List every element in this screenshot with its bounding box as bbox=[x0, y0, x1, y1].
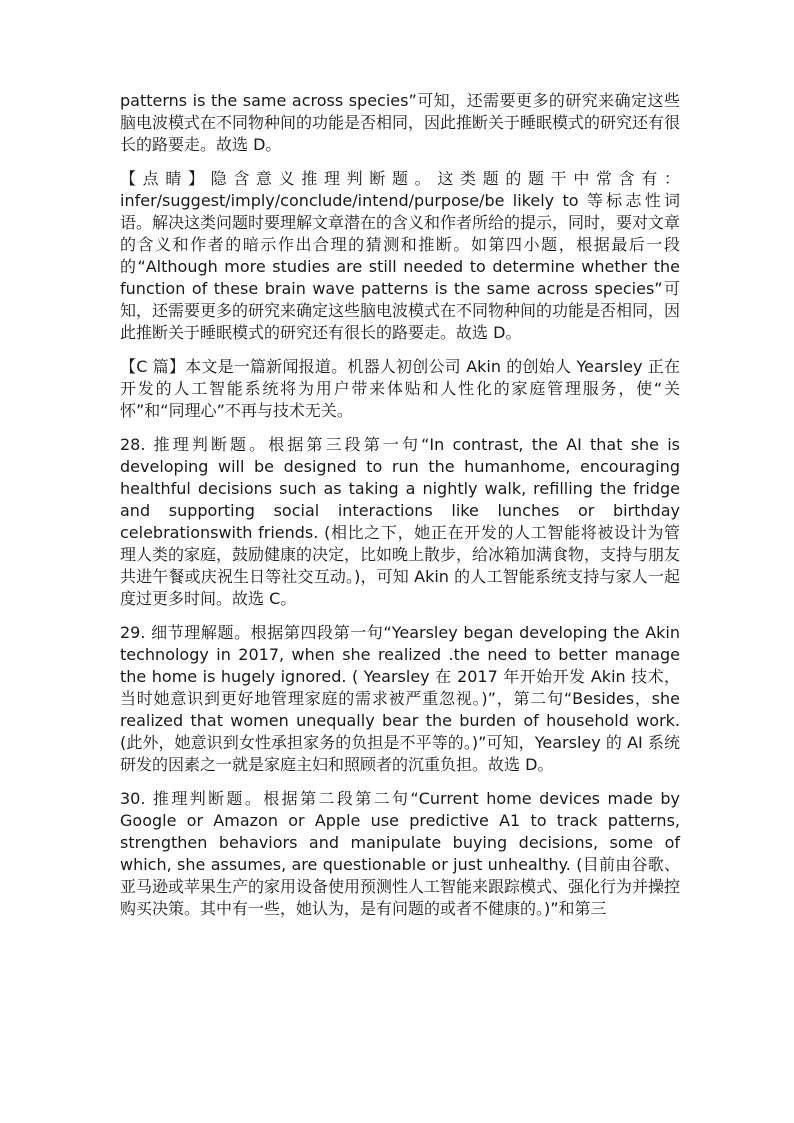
paragraph-tip: 【点睛】隐含意义推理判断题。这类题的题干中常含有：infer/suggest/imply/conclude/intend/purpose/be likely to 等标志性词语。解决这类问题时要理解文章潜在的含义和作者所给的提示，同时，要对文章的含义和作者的暗示作出合理的猜测和推断。如第四小题，根据最后一段的“Although more studies are still needed to determine whether the function of these brain wave patterns is the same across species”可知，还需要更多的研究来确定这些脑电波模式在不同物种间的功能是否相同，因此推断关于睡眠模式的研究还有很长的路要走。故选 D。 bbox=[120, 169, 681, 342]
paragraph-passage-c-summary: 【C 篇】本文是一篇新闻报道。机器人初创公司 Akin 的创始人 Yearsley 正在开发的人工智能系统将为用户带来体贴和人性化的家庭管理服务，使“关怀”和“同理心”不再与技术无关。 bbox=[120, 357, 680, 420]
document-body bbox=[120, 90, 680, 932]
paragraph-question-28: 28. 推理判断题。根据第三段第一句“In contrast, the AI that she is developing will be designed to run the humanhome, encouraging healthful decisions such as taking a nightly walk, refilling the fridge and supporting social interactions like lunches or birthday celebrationswith friends. (相比之下，她正在开发的人工智能将被设计为管理人类的家庭，鼓励健康的决定，比如晚上散步，给冰箱加满食物，支持与朋友共进午餐或庆祝生日等社交互动。)，可知 Akin 的人工智能系统支持与家人一起度过更多时间。故选 C。 bbox=[120, 435, 681, 608]
paragraph-question-29: 29. 细节理解题。根据第四段第一句“Yearsley began developing the Akin technology in 2017, when she realized .the need to better manage the home is hugely ignored. ( Yearsley 在 2017 年开始开发 Akin 技术，当时她意识到更好地管理家庭的需求被严重忽视。)”，第二句“Besides，she realized that women unequally bear the burden of household work. (此外，她意识到女性承担家务的负担是不平等的。)”可知，Yearsley 的 AI 系统研发的因素之一就是家庭主妇和照顾者的沉重负担。故选 D。 bbox=[120, 623, 680, 774]
paragraph-continuation: patterns is the same across species”可知，还需要更多的研究来确定这些脑电波模式在不同物种间的功能是否相同，因此推断关于睡眠模式的研究还有很长的路要走。故选 D。 bbox=[120, 91, 681, 154]
paragraph-question-30: 30. 推理判断题。根据第二段第二句“Current home devices made by Google or Amazon or Apple use predictive A1 to track patterns, strengthen behaviors and manipulate buying decisions, some of which, she assumes, are questionable or just unhealthy. (目前由谷歌、亚马逊或苹果生产的家用设备使用预测性人工智能来跟踪模式、强化行为并操控购买决策。其中有一些，她认为，是有问题的或者不健康的。)”和第三 bbox=[120, 789, 681, 918]
